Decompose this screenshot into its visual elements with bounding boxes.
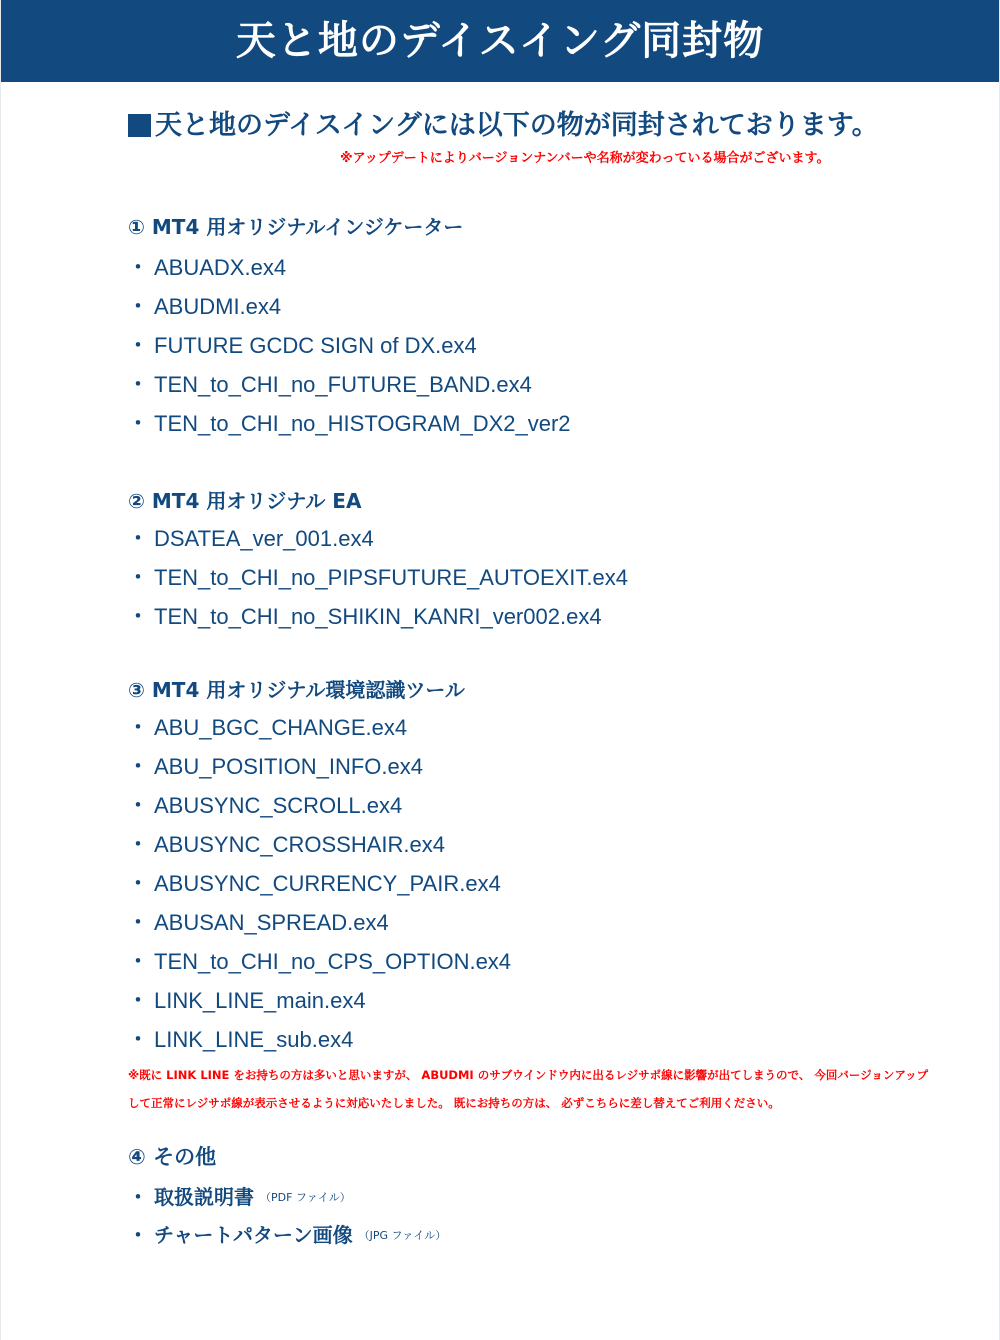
list-item (128, 1214, 948, 1252)
list-item (128, 558, 948, 597)
bullet: ・ (128, 872, 148, 895)
list-item (128, 365, 948, 404)
bullet: ・ (128, 527, 148, 550)
bullet: ・ (128, 755, 148, 778)
list-item (128, 903, 948, 942)
file-name: LINK_LINE_sub.ex4 (154, 1026, 354, 1052)
file-name: TEN_to_CHI_no_CPS_OPTION.ex4 (154, 948, 512, 974)
list-item (128, 708, 948, 747)
warning-line: ※既に LINK LINE をお持ちの方は多いと思いますが、 ABUDMI のサブウインドウ内に出るレジサポ線に影響が出てしまうので、 今回バージョンアップ (128, 1068, 929, 1082)
file-type-note: （JPG ファイル） (358, 1229, 447, 1242)
list-item (128, 747, 948, 786)
file-name: TEN_to_CHI_no_FUTURE_BAND.ex4 (154, 371, 532, 397)
bullet: ・ (128, 950, 148, 973)
list-item (128, 287, 948, 326)
bullet: ・ (128, 295, 148, 318)
file-name: ABUSYNC_SCROLL.ex4 (154, 792, 403, 818)
page-title: 天と地のデイスイング同封物 (235, 18, 765, 64)
file-name: ABUSYNC_CURRENCY_PAIR.ex4 (154, 870, 501, 896)
file-name: ABU_POSITION_INFO.ex4 (154, 753, 423, 779)
list-item (128, 825, 948, 864)
bullet: ・ (128, 334, 148, 357)
bullet: ・ (128, 256, 148, 279)
file-name: ABUSAN_SPREAD.ex4 (154, 909, 389, 935)
list-item (128, 942, 948, 981)
file-name: FUTURE GCDC SIGN of DX.ex4 (154, 332, 477, 358)
bullet: ・ (128, 1028, 148, 1051)
file-type-note: （PDF ファイル） (260, 1191, 351, 1204)
list-item (128, 864, 948, 903)
file-name: ABUSYNC_CROSSHAIR.ex4 (154, 831, 445, 857)
list-item (128, 326, 948, 365)
bullet: ・ (128, 1222, 148, 1247)
list-item (128, 1020, 948, 1059)
section-other (128, 1147, 948, 1252)
list-item (128, 248, 948, 287)
intro-heading-text: 天と地のデイスイングには以下の物が同封されております。 (155, 110, 879, 141)
square-bullet-icon (128, 114, 151, 137)
section-ea (128, 491, 948, 636)
section-heading: ③ MT4 用オリジナル環境認識ツール (128, 678, 465, 702)
bullet: ・ (128, 716, 148, 739)
list-item (128, 1176, 948, 1214)
bullet: ・ (128, 605, 148, 628)
bullet: ・ (128, 412, 148, 435)
list-item (128, 597, 948, 636)
warning-note (128, 1061, 948, 1117)
bullet: ・ (128, 1184, 148, 1209)
file-name: DSATEA_ver_001.ex4 (154, 525, 374, 551)
section-heading: ② MT4 用オリジナル EA (128, 489, 362, 513)
bullet: ・ (128, 833, 148, 856)
section-heading: ④ その他 (128, 1145, 217, 1169)
file-name: ABUADX.ex4 (154, 254, 287, 280)
list-item (128, 519, 948, 558)
bullet: ・ (128, 989, 148, 1012)
list-item (128, 404, 948, 443)
section-tools (128, 680, 948, 1117)
file-name: TEN_to_CHI_no_SHIKIN_KANRI_ver002.ex4 (154, 603, 602, 629)
bullet: ・ (128, 911, 148, 934)
list-item (128, 981, 948, 1020)
intro-heading (128, 112, 948, 139)
list-item (128, 786, 948, 825)
file-name: ABUDMI.ex4 (154, 293, 282, 319)
intro-note: ※アップデートによりバージョンナンバーや名称が変わっている場合がございます。 (340, 151, 830, 166)
section-indicators (128, 217, 948, 443)
item-label: 取扱説明書 (154, 1184, 254, 1209)
file-name: TEN_to_CHI_no_PIPSFUTURE_AUTOEXIT.ex4 (154, 564, 628, 590)
header-banner (1, 0, 999, 82)
item-label: チャートパターン画像 (154, 1222, 353, 1247)
content (128, 112, 948, 1252)
section-heading: ① MT4 用オリジナルインジケーター (128, 215, 464, 239)
bullet: ・ (128, 566, 148, 589)
warning-line: して正常にレジサポ線が表示させるように対応いたしました。 既にお持ちの方は、 必ずこちらに差し替えてご利用ください。 (128, 1096, 780, 1110)
file-name: ABU_BGC_CHANGE.ex4 (154, 714, 408, 740)
bullet: ・ (128, 794, 148, 817)
file-name: TEN_to_CHI_no_HISTOGRAM_DX2_ver2 (154, 410, 571, 436)
bullet: ・ (128, 373, 148, 396)
file-name: LINK_LINE_main.ex4 (154, 987, 366, 1013)
